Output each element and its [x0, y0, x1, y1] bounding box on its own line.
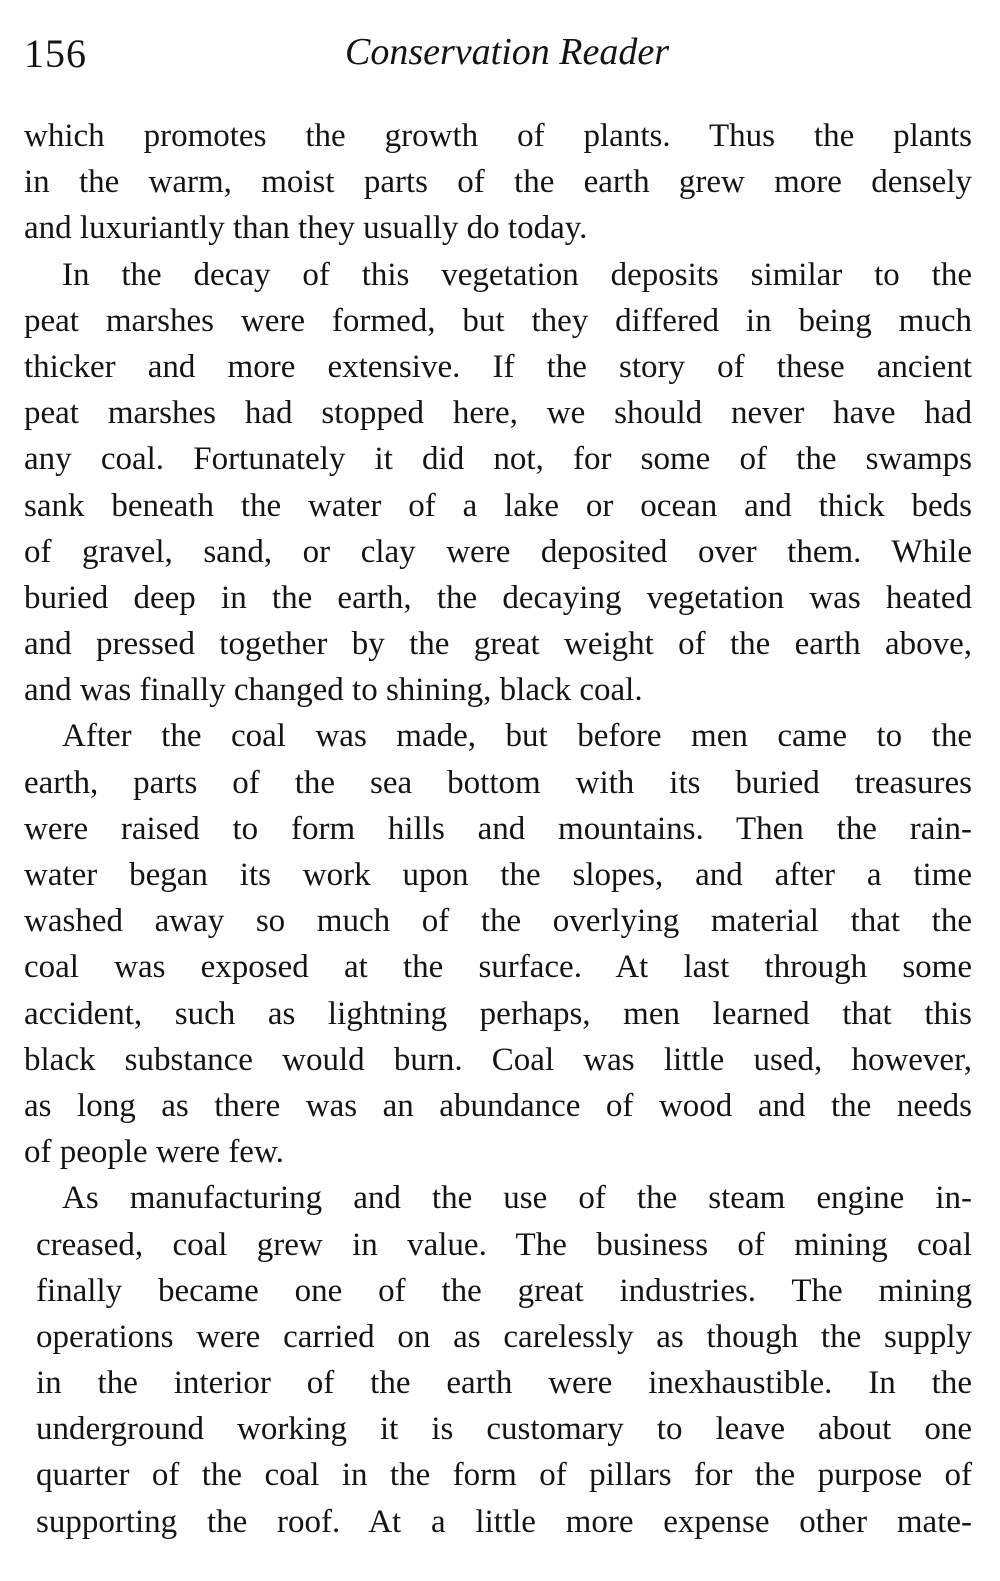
text-line: and pressed together by the great weight of the earth above, [24, 626, 972, 663]
text-line: In the decay of this vegetation deposits similar to the [62, 256, 972, 293]
text-line: thicker and more extensive. If the story of these ancient [24, 348, 972, 385]
text-line: accident, such as lightning perhaps, men learned that this [24, 995, 972, 1032]
text-line: of people were few. [24, 1134, 284, 1171]
paragraph-3 [24, 713, 972, 1175]
text-line: in the interior of the earth were inexhaustible. In the [36, 1365, 972, 1402]
text-line: creased, coal grew in value. The business of mining coal [36, 1226, 972, 1263]
text-line: peat marshes had stopped here, we should never have had [24, 395, 972, 432]
text-line: quarter of the coal in the form of pillars for the purpose of [36, 1457, 972, 1494]
text-line: finally became one of the great industries. The mining [36, 1272, 972, 1309]
text-line: coal was exposed at the surface. At last through some [24, 949, 972, 986]
text-line: underground working it is customary to leave about one [36, 1411, 972, 1448]
text-line: washed away so much of the overlying material that the [24, 903, 972, 940]
text-line: As manufacturing and the use of the steam engine in- [62, 1180, 972, 1217]
text-line: were raised to form hills and mountains. Then the rain- [24, 810, 972, 847]
body-text [24, 113, 972, 1545]
page-header [24, 30, 970, 80]
text-line: and was finally changed to shining, black coal. [24, 672, 643, 709]
text-line: any coal. Fortunately it did not, for some of the swamps [24, 441, 972, 478]
text-line: which promotes the growth of plants. Thus the plants [24, 118, 972, 154]
page-number: 156 [24, 31, 87, 76]
text-line: water began its work upon the slopes, and after a time [24, 857, 972, 893]
text-line: and luxuriantly than they usually do today. [24, 210, 588, 247]
text-line: After the coal was made, but before men came to the [62, 718, 972, 755]
paragraph-4 [24, 1175, 972, 1545]
text-line: earth, parts of the sea bottom with its buried treasures [24, 764, 972, 801]
text-line: operations were carried on as carelessly as though the supply [36, 1318, 972, 1355]
text-line: buried deep in the earth, the decaying vegetation was heated [24, 579, 972, 616]
text-line: peat marshes were formed, but they differed in being much [24, 302, 972, 339]
text-line: supporting the roof. At a little more expense other mate- [36, 1503, 972, 1540]
text-line: in the warm, moist parts of the earth grew more densely [24, 164, 972, 201]
text-line: of gravel, sand, or clay were deposited over them. While [24, 533, 972, 570]
running-title: Conservation Reader [344, 31, 669, 73]
paragraph-2 [24, 252, 972, 714]
paragraph-1 [24, 113, 972, 252]
text-line: black substance would burn. Coal was little used, however, [24, 1041, 972, 1078]
text-line: sank beneath the water of a lake or ocean and thick beds [24, 487, 972, 524]
text-line: as long as there was an abundance of wood and the needs [24, 1087, 972, 1124]
